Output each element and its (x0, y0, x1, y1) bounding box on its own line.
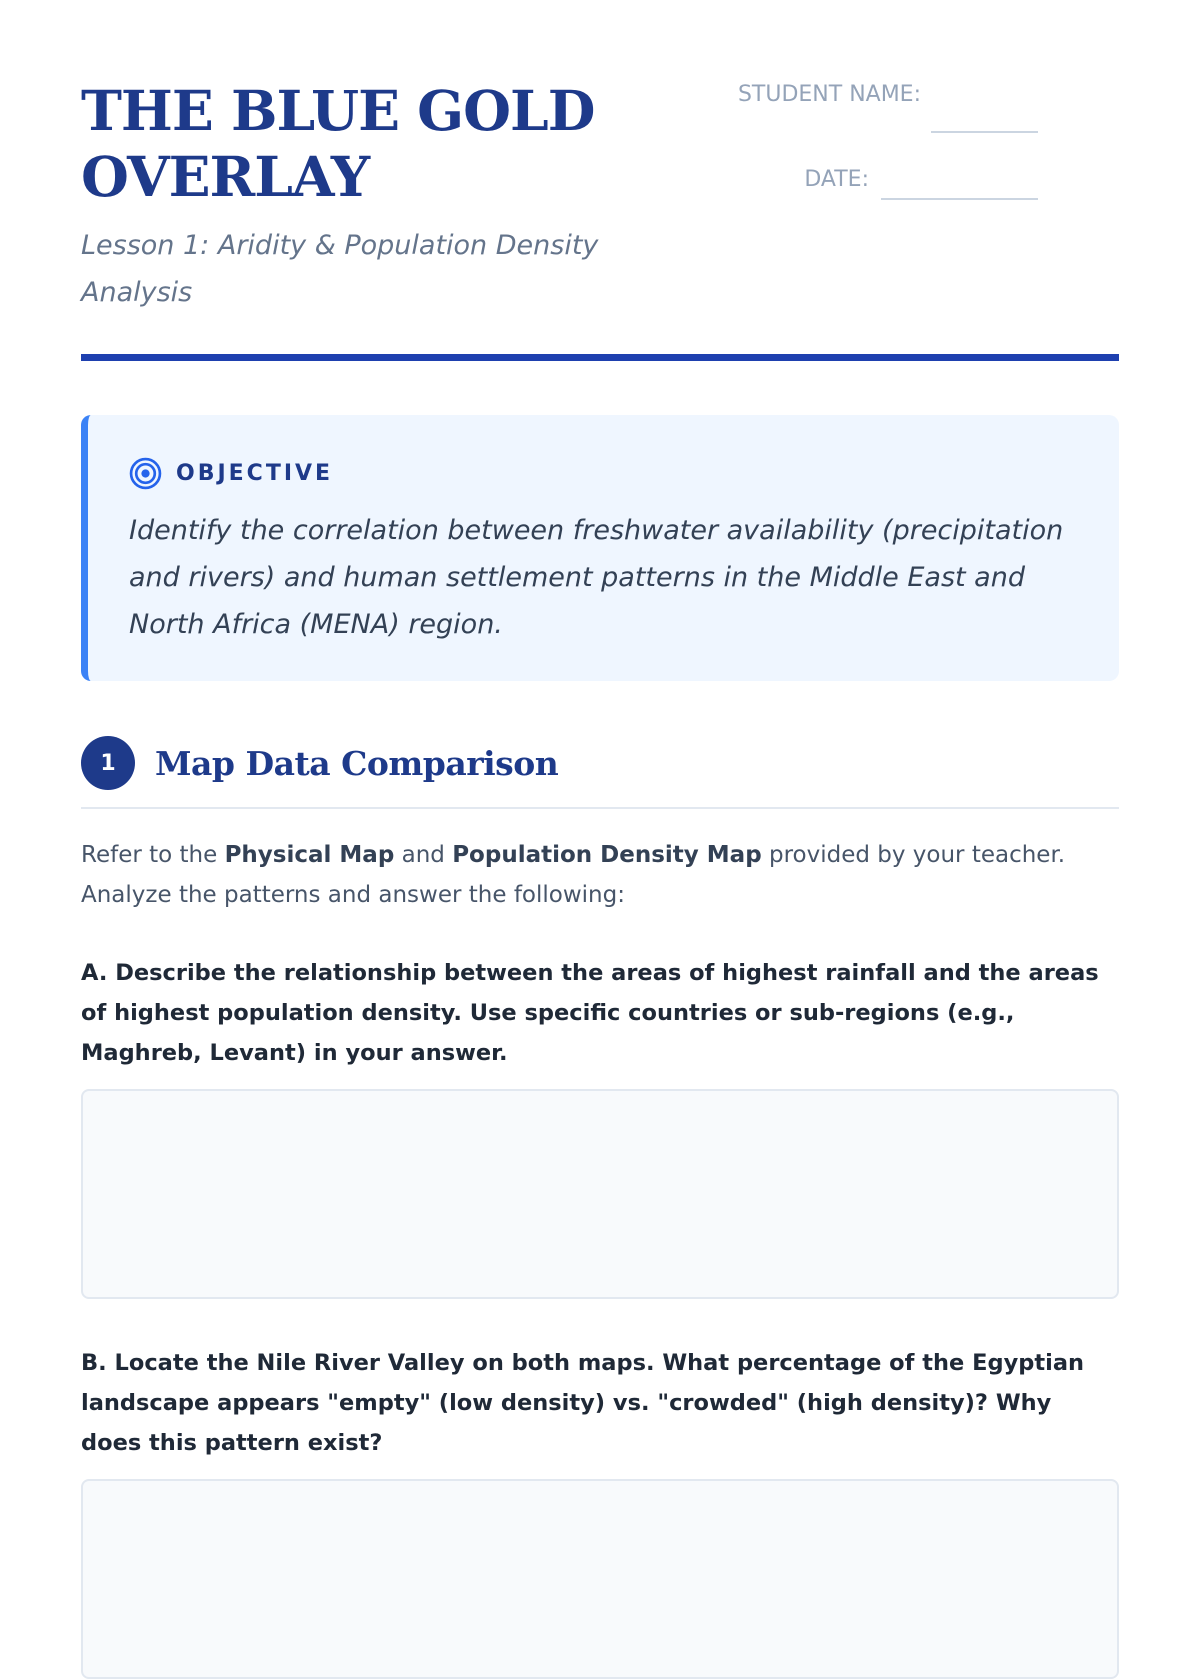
objective-label: OBJECTIVE (176, 460, 334, 486)
section-1-header (81, 735, 1119, 809)
physical-map-ref: Physical Map (224, 842, 395, 868)
question-b: B. Locate the Nile River Valley on both maps. What percentage of the Egyptian landscape appears "empty" (low density) vs. "crowded" (high density)? Why does this pattern exist? (81, 1350, 1085, 1456)
objective-text: Identify the correlation between freshwater availability (precipitation and rivers) and human settlement patterns in the Middle East and North Africa (MENA) region. (129, 515, 1064, 640)
target-icon (129, 457, 162, 490)
answer-box-a[interactable] (81, 1089, 1119, 1299)
objective-box (81, 415, 1119, 681)
worksheet-title: THE BLUE GOLD OVERLAY (81, 78, 595, 209)
student-name-field[interactable] (931, 131, 1038, 133)
date-label: DATE: (804, 167, 869, 192)
answer-box-b[interactable] (81, 1479, 1119, 1679)
lesson-subtitle: Lesson 1: Aridity & Population Density Analysis (81, 230, 599, 308)
section-title: Map Data Comparison (155, 743, 559, 783)
intro-text: and (394, 842, 453, 868)
intro-text: Refer to the (81, 842, 225, 868)
question-a: A. Describe the relationship between the areas of highest rainfall and the areas of highest population density. Use specific countries or sub-regions (e.g., Maghreb, Levant) in your answer. (81, 960, 1099, 1066)
date-field[interactable] (881, 198, 1038, 200)
intro-text: provided by your teacher. Analyze the patterns and answer the following: (81, 842, 1066, 908)
student-name-label: STUDENT NAME: (737, 82, 921, 107)
objective-heading (129, 455, 1079, 491)
section-number-badge: 1 (81, 736, 135, 790)
header-divider (81, 354, 1119, 361)
section-intro (81, 835, 1119, 915)
worksheet-header (81, 0, 1119, 361)
population-map-ref: Population Density Map (452, 842, 762, 868)
